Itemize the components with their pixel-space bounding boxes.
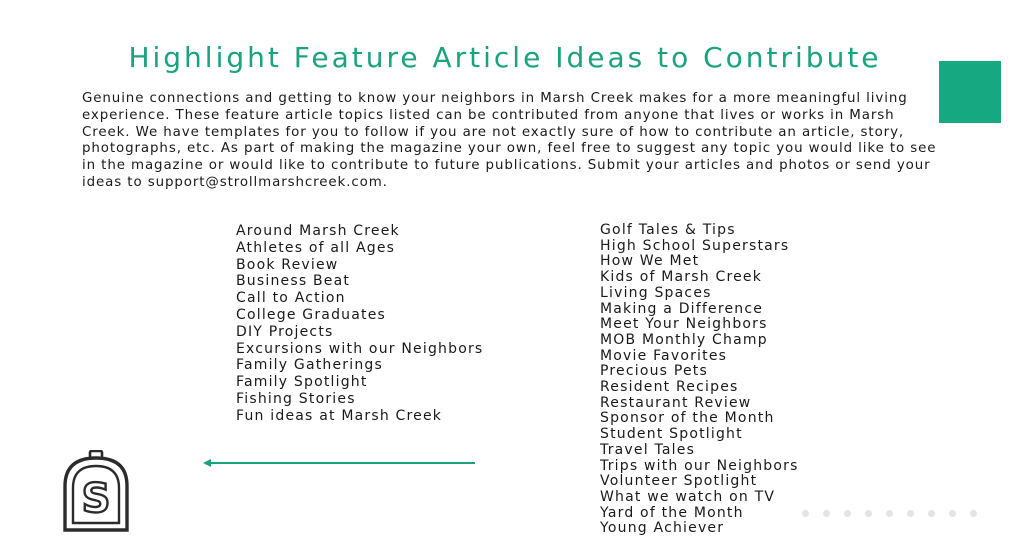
pagination-dot[interactable] — [886, 510, 893, 517]
topic-item: Student Spotlight — [600, 426, 743, 443]
topic-item: Trips with our Neighbors — [600, 457, 799, 474]
topic-item: Movie Favorites — [600, 347, 728, 364]
topic-item: What we watch on TV — [600, 488, 776, 505]
pagination-dot[interactable] — [865, 510, 872, 517]
arrow-left-icon — [200, 456, 480, 470]
topic-item: Book Review — [236, 256, 339, 273]
pagination-dot[interactable] — [802, 510, 809, 517]
topic-item: Business Beat — [236, 273, 351, 290]
topic-item: Family Spotlight — [236, 374, 368, 391]
topic-item: Family Gatherings — [236, 357, 384, 374]
topic-list-left — [236, 223, 483, 425]
pagination-dot[interactable] — [844, 510, 851, 517]
topic-item: Travel Tales — [600, 441, 696, 458]
topic-item: Restaurant Review — [600, 394, 752, 411]
topic-item: High School Superstars — [600, 237, 790, 254]
topic-item: How We Met — [600, 253, 700, 270]
pagination-dots — [802, 510, 977, 517]
topic-item: Making a Difference — [600, 300, 764, 317]
topic-list-right — [600, 223, 799, 537]
topic-item: Living Spaces — [600, 284, 712, 301]
pagination-dot[interactable] — [949, 510, 956, 517]
pagination-dot[interactable] — [823, 510, 830, 517]
stroll-s-logo-icon — [62, 450, 130, 532]
topic-item: Kids of Marsh Creek — [600, 269, 763, 286]
topic-item: Resident Recipes — [600, 379, 739, 396]
topic-item: Athletes of all Ages — [236, 239, 396, 256]
topic-item: Fun ideas at Marsh Creek — [236, 407, 443, 424]
topic-item: MOB Monthly Champ — [600, 331, 768, 348]
topic-item: Golf Tales & Tips — [600, 222, 736, 238]
pagination-dot[interactable] — [907, 510, 914, 517]
topic-item: Yard of the Month — [600, 504, 744, 521]
topic-item: Excursions with our Neighbors — [236, 340, 484, 357]
logo-letter: S — [81, 476, 111, 522]
topic-item: Around Marsh Creek — [236, 223, 400, 239]
topic-item: College Graduates — [236, 306, 387, 323]
intro-paragraph: Genuine connections and getting to know your neighbors in Marsh Creek makes for a more meaningful living experience. These feature article topics listed can be contributed from anyone that lives or works in Marsh Creek. We have templates for you to follow if you are not exactly sure of how to contribute an article, story, photographs, etc. As part of making the magazine your own, feel free to suggest any topic you would like to see in the magazine or would like to contribute to future publications. Submit your articles and photos or send your ideas to support@strollmarshcreek.com. — [82, 91, 937, 190]
topic-item: Volunteer Spotlight — [600, 473, 758, 490]
topic-item: Call to Action — [236, 290, 346, 307]
topic-item: Young Achiever — [600, 520, 725, 537]
accent-square — [939, 61, 1001, 123]
topic-item: Precious Pets — [600, 363, 708, 380]
pagination-dot[interactable] — [970, 510, 977, 517]
topic-item: Sponsor of the Month — [600, 410, 775, 427]
page-title: Highlight Feature Article Ideas to Contribute — [128, 40, 882, 74]
topic-item: Fishing Stories — [236, 390, 356, 407]
pagination-dot[interactable] — [928, 510, 935, 517]
topic-item: Meet Your Neighbors — [600, 316, 768, 333]
topic-item: DIY Projects — [236, 323, 334, 340]
